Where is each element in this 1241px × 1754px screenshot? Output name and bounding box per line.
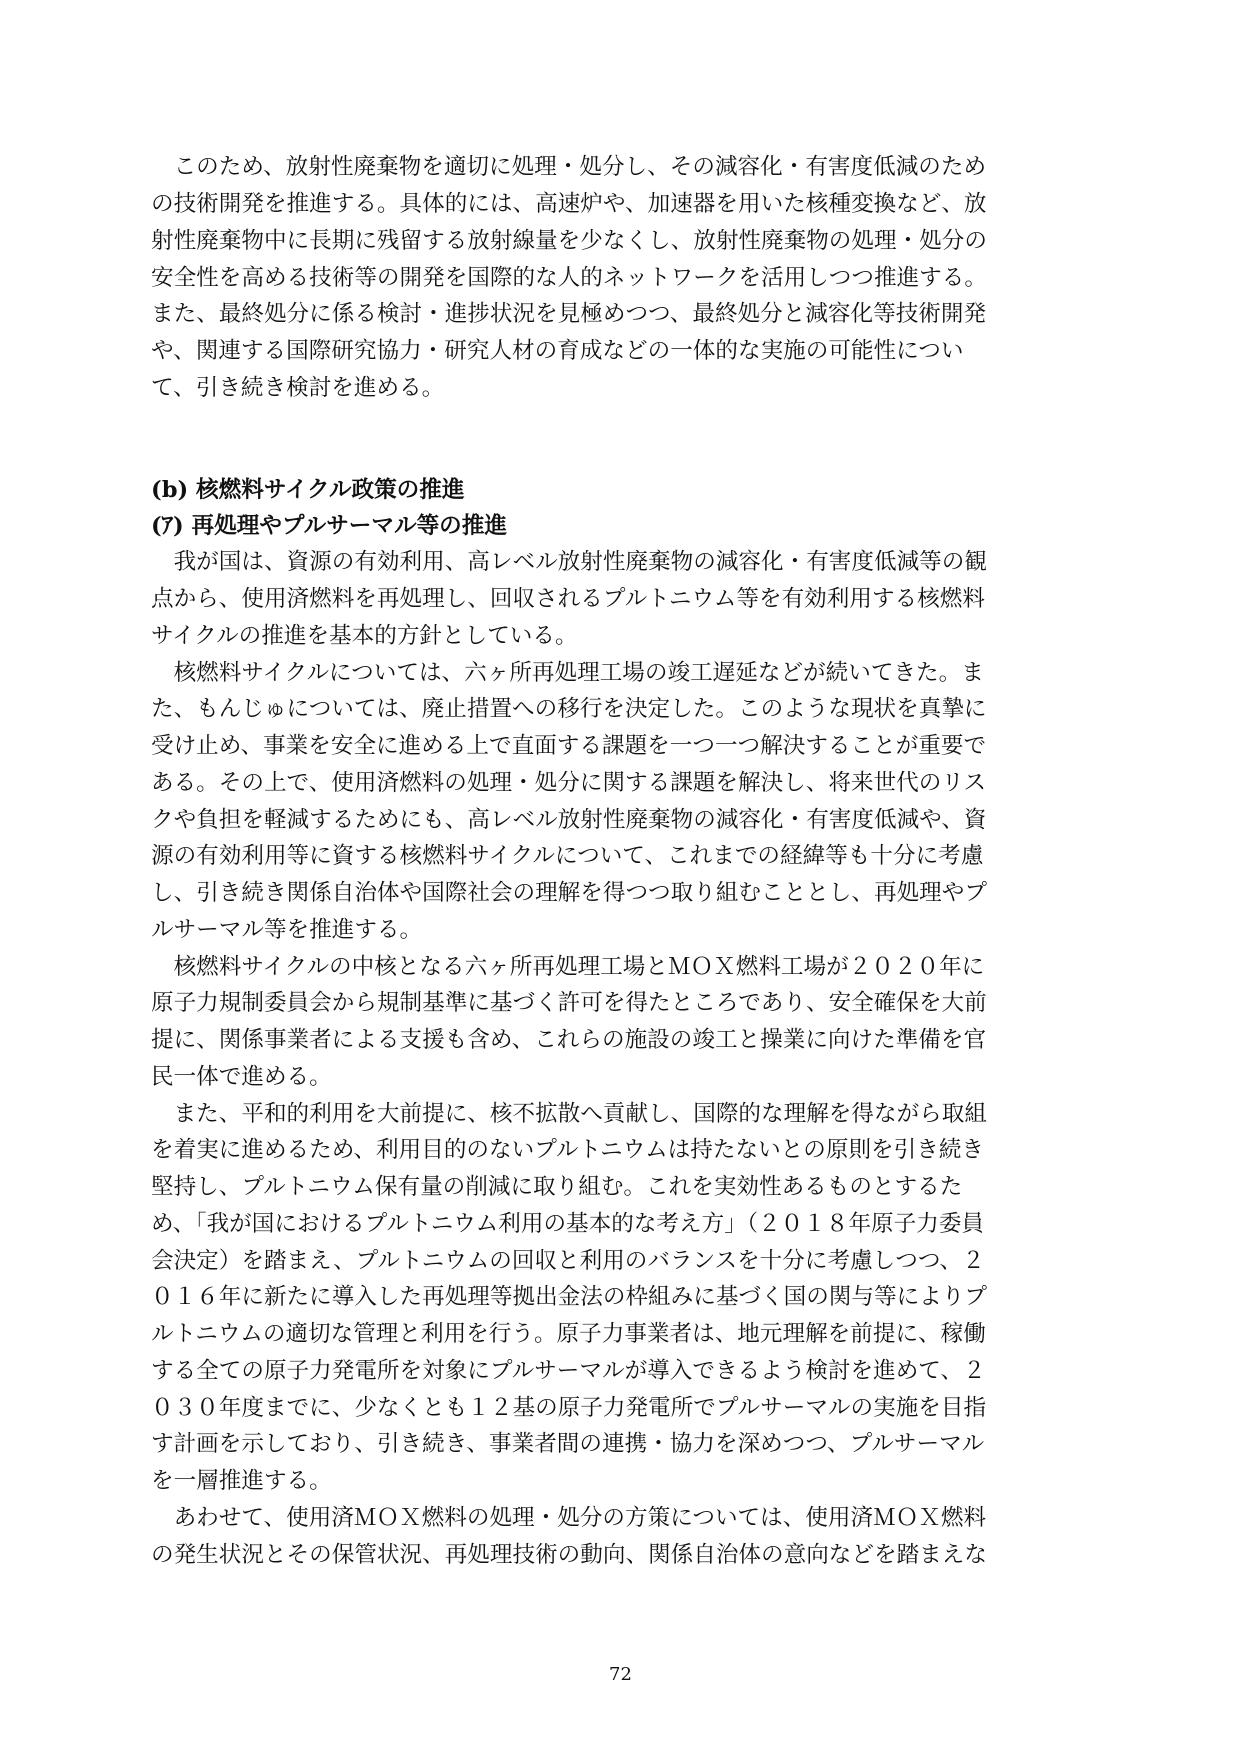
text-line: ０１６年に新たに導入した再処理等拠出金法の枠組みに基づく国の関与等によりプ [151,1284,987,1310]
text-line: を一層推進する。 [151,1468,332,1494]
text-line: する全ての原子力発電所を対象にプルサーマルが導入できるよう検討を進めて、２ [151,1358,986,1384]
text-line: 安全性を高める技術等の開発を国際的な人的ネットワークを活用しつつ推進する。 [151,265,987,291]
text-line: 射性廃棄物中に長期に残留する放射線量を少なくし、放射性廃棄物の処理・処分の [151,228,987,254]
text-line: の技術開発を推進する。具体的には、高速炉や、加速器を用いた核種変換など、放 [151,191,987,217]
text-line: このため、放射性廃棄物を適切に処理・処分し、その減容化・有害度低減のため [151,154,987,180]
text-line: 核燃料サイクルの中核となる六ヶ所再処理工場とＭＯＸ燃料工場が２０２０年に [151,954,985,980]
text-line: し、引き続き関係自治体や国際社会の理解を得つつ取り組むこととし、再処理やプ [151,880,987,906]
page-number: 72 [609,1664,632,1685]
text-line: ０３０年度までに、少なくとも１２基の原子力発電所でプルサーマルの実施を目指 [151,1395,987,1421]
text-line: め、「我が国におけるプルトニウム利用の基本的な考え方」（２０１８年原子力委員 [151,1211,985,1237]
text-line: 会決定）を踏まえ、プルトニウムの回収と利用のバランスを十分に考慮しつつ、２ [151,1248,985,1274]
text-line: あわせて、使用済ＭＯＸ燃料の処理・処分の方策については、使用済ＭＯＸ燃料 [151,1505,987,1531]
text-line: ルトニウムの適切な管理と利用を行う。原子力事業者は、地元理解を前提に、稼働 [151,1321,986,1347]
text-line: また、最終処分に係る検討・進捗状況を見極めつつ、最終処分と減容化等技術開発 [151,301,987,327]
text-line: クや負担を軽減するためにも、高レベル放射性廃棄物の減容化・有害度低減や、資 [151,807,987,833]
text-line: 核燃料サイクルについては、六ヶ所再処理工場の竣工遅延などが続いてきた。ま [151,660,984,686]
text-line: ある。その上で、使用済燃料の処理・処分に関する課題を解決し、将来世代のリス [151,770,987,796]
text-line: や、関連する国際研究協力・研究人材の育成などの一体的な実施の可能性につい [151,338,964,364]
text-line: また、平和的利用を大前提に、核不拡散へ貢献し、国際的な理解を得ながら取組 [151,1101,987,1127]
text-line: 受け止め、事業を安全に進める上で直面する課題を一つ一つ解決することが重要で [151,733,987,759]
text-line: サイクルの推進を基本的方針としている。 [151,623,578,649]
text-line: ルサーマル等を推進する。 [151,917,423,943]
text-line: 堅持し、プルトニウム保有量の削減に取り組む。これを実効性あるものとするた [151,1174,963,1200]
text-line: を着実に進めるため、利用目的のないプルトニウムは持たないとの原則を引き続き [151,1137,985,1163]
text-line: 我が国は、資源の有効利用、高レベル放射性廃棄物の減容化・有害度低減等の観 [151,549,987,575]
text-line: て、引き続き検討を進める。 [151,375,445,401]
text-line: 源の有効利用等に資する核燃料サイクルについて、これまでの経緯等も十分に考慮 [151,843,984,869]
text-line: 提に、関係事業者による支援も含め、これらの施設の竣工と操業に向けた準備を官 [151,1027,987,1053]
text-line: す計画を示しており、引き続き、事業者間の連携・協力を深めつつ、プルサーマル [151,1431,985,1457]
text-line: の発生状況とその保管状況、再処理技術の動向、関係自治体の意向などを踏まえな [151,1542,987,1568]
text-line: た、もんじゅについては、廃止措置への移行を決定した。このような現状を真摯に [151,696,987,722]
text-line: 点から、使用済燃料を再処理し、回収されるプルトニウム等を有効利用する核燃料 [151,586,985,612]
text-line: 民一体で進める。 [151,1064,332,1090]
subsection-heading: (ｱ) 再処理やプルサーマル等の推進 [151,513,507,539]
text-line: 原子力規制委員会から規制基準に基づく許可を得たところであり、安全確保を大前 [151,990,987,1016]
section-heading: (b) 核燃料サイクル政策の推進 [151,477,465,503]
